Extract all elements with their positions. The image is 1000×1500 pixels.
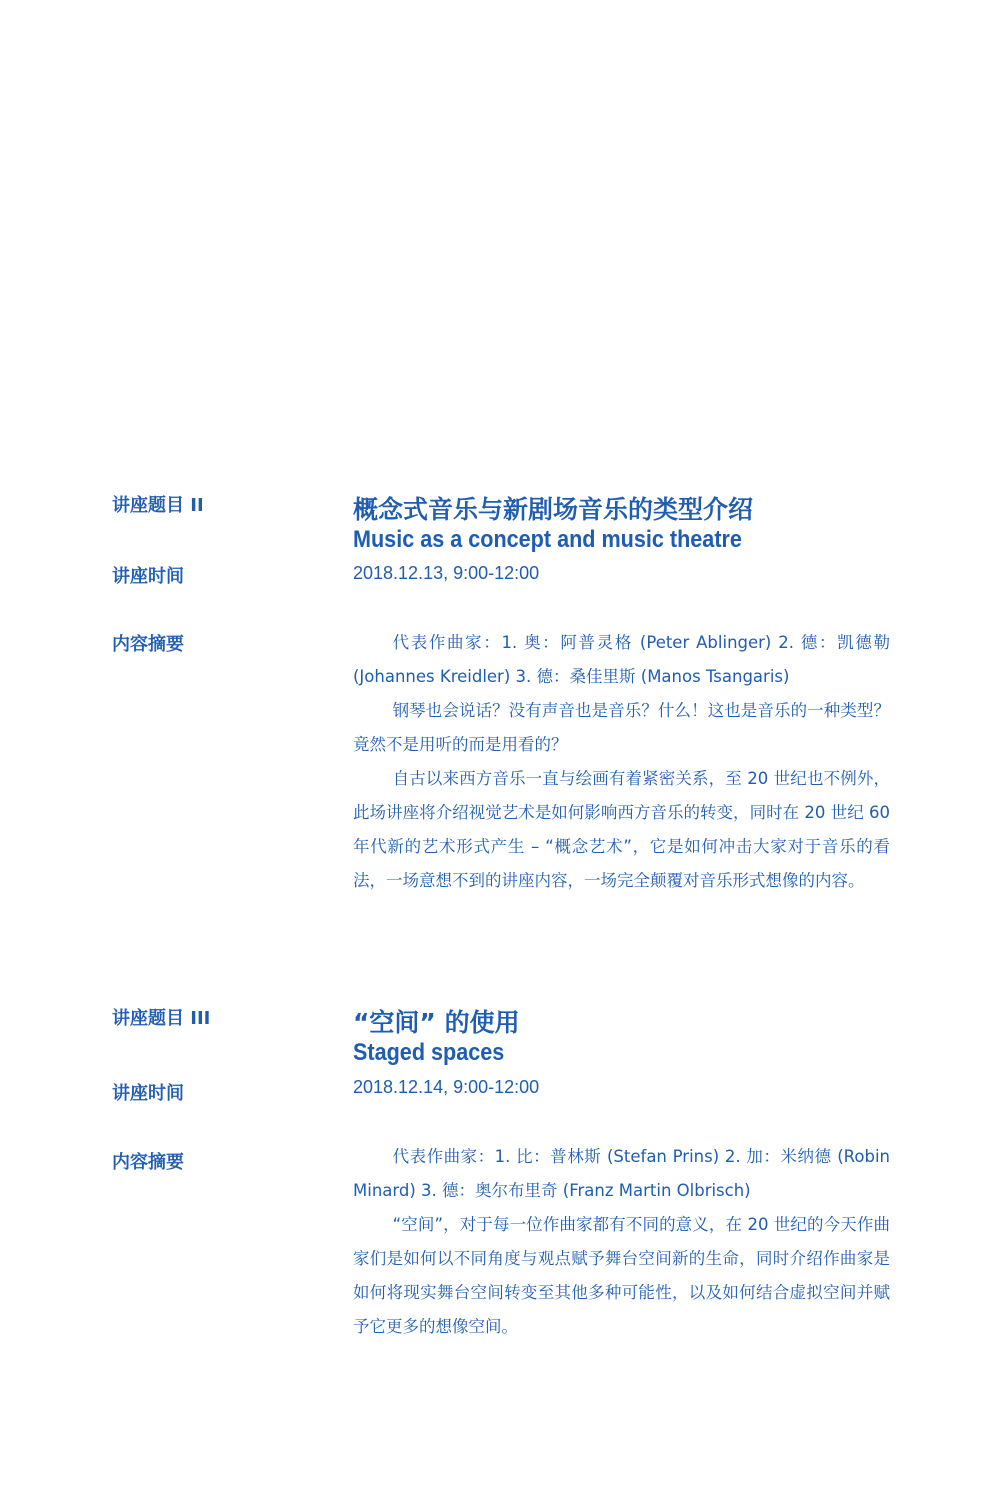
topic-label: 讲座题目 II bbox=[112, 495, 204, 516]
lecture-title-en: Staged spaces bbox=[353, 1039, 505, 1066]
abstract-paragraph: 自古以来西方音乐一直与绘画有着紧密关系，至 20 世纪也不例外，此场讲座将介绍视觉艺术是如何影响西方音乐的转变，同时在 20 世纪 60 年代新的艺术形式产生 – “概念艺术”，它是如何冲击大家对于音乐的看法，一场意想不到的讲座内容，一场完全颠覆对音乐形式想像的内容。 bbox=[353, 769, 890, 890]
abstract-paragraph: “空间”，对于每一位作曲家都有不同的意义，在 20 世纪的今天作曲家们是如何以不同角度与观点赋予舞台空间新的生命，同时介绍作曲家是如何将现实舞台空间转变至其他多种可能性，以及如何结合虚拟空间并赋予它更多的想像空间。 bbox=[353, 1215, 890, 1336]
abstract-text bbox=[353, 1140, 890, 1344]
time-label: 讲座时间 bbox=[112, 1083, 184, 1104]
abstract-label: 内容摘要 bbox=[112, 634, 184, 655]
lecture-title-cn: “空间” 的使用 bbox=[353, 1008, 520, 1037]
abstract-label: 内容摘要 bbox=[112, 1152, 184, 1173]
lecture-title-en: Music as a concept and music theatre bbox=[353, 526, 742, 553]
abstract-paragraph: 代表作曲家：1. 奥：阿普灵格 (Peter Ablinger) 2. 德：凯德勒 (Johannes Kreidler) 3. 德：桑佳里斯 (Manos Tsangaris) bbox=[353, 633, 890, 686]
abstract-paragraph: 钢琴也会说话？没有声音也是音乐？什么！这也是音乐的一种类型？竟然不是用听的而是用看的？ bbox=[353, 701, 890, 754]
topic-label: 讲座题目 III bbox=[112, 1008, 211, 1029]
abstract-paragraph: 代表作曲家：1. 比：普林斯 (Stefan Prins) 2. 加：米纳德 (Robin Minard) 3. 德：奥尔布里奇 (Franz Martin Olbrisch) bbox=[353, 1147, 890, 1200]
time-label: 讲座时间 bbox=[112, 566, 184, 587]
lecture-time: 2018.12.14, 9:00-12:00 bbox=[353, 1077, 540, 1097]
lecture-title-cn: 概念式音乐与新剧场音乐的类型介绍 bbox=[353, 495, 754, 524]
lecture-time: 2018.12.13, 9:00-12:00 bbox=[353, 563, 540, 583]
abstract-text bbox=[353, 626, 890, 898]
